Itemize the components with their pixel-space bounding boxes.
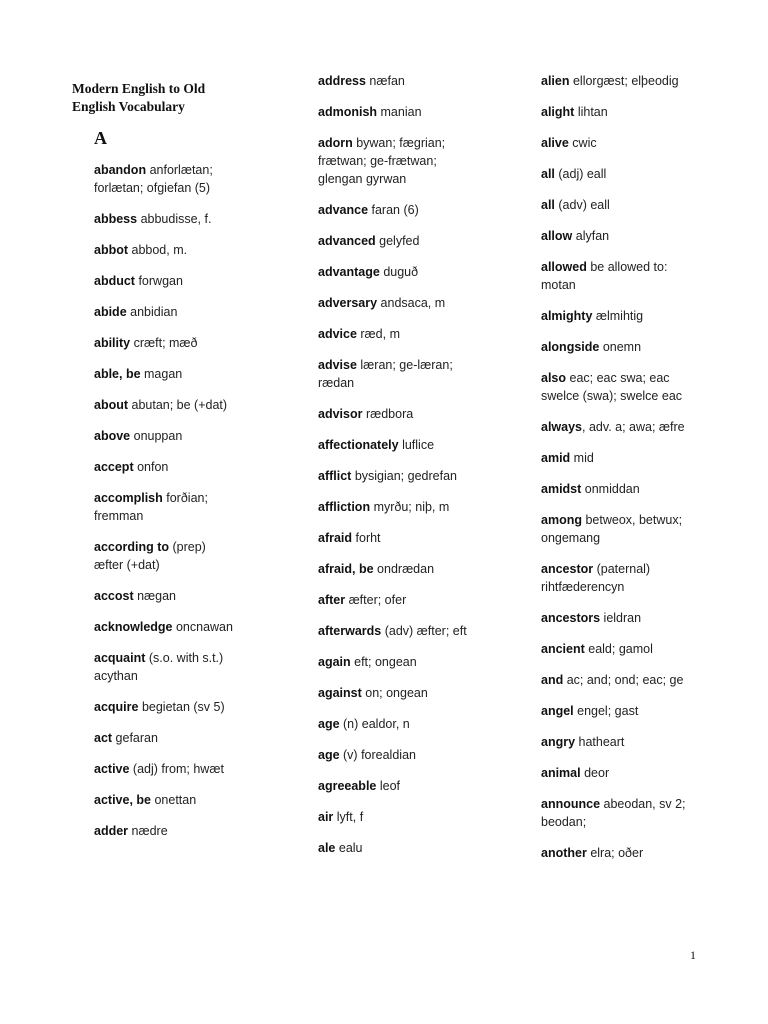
definition: (v) forealdian bbox=[339, 748, 416, 762]
headword: air bbox=[318, 810, 334, 824]
vocab-entry bbox=[318, 622, 468, 640]
vocab-entry bbox=[94, 489, 234, 525]
vocab-entry bbox=[318, 263, 468, 281]
vocab-entry bbox=[541, 560, 691, 596]
headword: advantage bbox=[318, 265, 380, 279]
vocab-entry bbox=[94, 587, 234, 605]
definition: onettan bbox=[150, 793, 197, 807]
definition: (s.o. with s.t.) acythan bbox=[94, 651, 224, 683]
definition: (n) ealdor, n bbox=[339, 717, 410, 731]
definition: anforlætan; forlætan; ofgiefan (5) bbox=[94, 163, 213, 195]
vocab-entry bbox=[318, 715, 468, 733]
headword: ancient bbox=[541, 642, 585, 656]
headword: amidst bbox=[541, 482, 582, 496]
headword: after bbox=[318, 593, 346, 607]
vocab-entry bbox=[94, 303, 234, 321]
vocab-entry bbox=[94, 538, 234, 574]
vocab-entry bbox=[94, 427, 234, 445]
headword: allowed bbox=[541, 260, 587, 274]
definition: elra; oðer bbox=[586, 846, 644, 860]
headword: and bbox=[541, 673, 564, 687]
definition: begietan (sv 5) bbox=[138, 700, 225, 714]
headword: advanced bbox=[318, 234, 376, 248]
headword: according to bbox=[94, 540, 170, 554]
definition: bywan; fægrian; frætwan; ge-frætwan; glengan gyrwan bbox=[318, 136, 446, 186]
headword: address bbox=[318, 74, 366, 88]
headword: agreeable bbox=[318, 779, 377, 793]
definition: ondrædan bbox=[373, 562, 435, 576]
headword: adversary bbox=[318, 296, 378, 310]
section-letter: A bbox=[94, 128, 107, 148]
definition: andsaca, m bbox=[377, 296, 446, 310]
definition: abbod, m. bbox=[128, 243, 188, 257]
definition: cwic bbox=[568, 136, 597, 150]
vocab-entry bbox=[541, 795, 691, 831]
headword: afflict bbox=[318, 469, 352, 483]
definition: hatheart bbox=[575, 735, 625, 749]
definition: leof bbox=[376, 779, 401, 793]
definition: eac; eac swa; eac swelce (swa); swelce eac bbox=[541, 371, 683, 403]
headword: abbess bbox=[94, 212, 138, 226]
definition: engel; gast bbox=[573, 704, 639, 718]
headword: abbot bbox=[94, 243, 129, 257]
vocab-entry bbox=[541, 449, 691, 467]
vocab-entry bbox=[94, 822, 234, 840]
vocab-entry bbox=[318, 560, 468, 578]
vocab-entry bbox=[541, 671, 691, 689]
headword: accost bbox=[94, 589, 134, 603]
definition: læran; ge-læran; rædan bbox=[318, 358, 453, 390]
vocab-entry bbox=[541, 511, 691, 547]
definition: manian bbox=[377, 105, 422, 119]
vocab-entry bbox=[94, 396, 234, 414]
vocab-entry bbox=[541, 640, 691, 658]
vocab-entry bbox=[541, 480, 691, 498]
headword: affliction bbox=[318, 500, 371, 514]
definition: ælmihtig bbox=[592, 309, 644, 323]
headword: always bbox=[541, 420, 583, 434]
vocab-entry bbox=[318, 72, 468, 90]
definition: be allowed to: motan bbox=[541, 260, 668, 292]
vocab-entry bbox=[318, 232, 468, 250]
headword: all bbox=[541, 198, 555, 212]
entry-list bbox=[318, 72, 468, 857]
vocab-entry bbox=[94, 618, 234, 636]
headword: advice bbox=[318, 327, 357, 341]
headword: acquire bbox=[94, 700, 139, 714]
definition: lyft, f bbox=[333, 810, 364, 824]
vocab-entry bbox=[541, 134, 691, 152]
headword: advisor bbox=[318, 407, 363, 421]
definition: anbidian bbox=[126, 305, 178, 319]
vocab-entry bbox=[541, 764, 691, 782]
definition: magan bbox=[140, 367, 183, 381]
headword: almighty bbox=[541, 309, 593, 323]
headword: age bbox=[318, 717, 340, 731]
vocab-entry bbox=[318, 436, 468, 454]
headword: angel bbox=[541, 704, 574, 718]
definition: nægan bbox=[133, 589, 177, 603]
vocab-entry bbox=[541, 338, 691, 356]
headword: among bbox=[541, 513, 582, 527]
headword: again bbox=[318, 655, 351, 669]
vocab-entry bbox=[318, 653, 468, 671]
headword: accept bbox=[94, 460, 134, 474]
definition: ræd, m bbox=[356, 327, 400, 341]
headword: announce bbox=[541, 797, 601, 811]
definition: gelyfed bbox=[375, 234, 420, 248]
column-1 bbox=[72, 72, 262, 853]
vocab-entry bbox=[94, 241, 234, 259]
definition: onmiddan bbox=[581, 482, 640, 496]
vocab-entry bbox=[541, 307, 691, 325]
definition: mid bbox=[570, 451, 594, 465]
definition: eald; gamol bbox=[584, 642, 653, 656]
vocab-entry bbox=[318, 356, 468, 392]
headword: about bbox=[94, 398, 129, 412]
definition: on; ongean bbox=[361, 686, 428, 700]
headword: abandon bbox=[94, 163, 147, 177]
vocab-entry bbox=[318, 103, 468, 121]
vocab-entry bbox=[318, 498, 468, 516]
headword: age bbox=[318, 748, 340, 762]
definition: (adv) æfter; eft bbox=[381, 624, 467, 638]
headword: ability bbox=[94, 336, 131, 350]
headword: amid bbox=[541, 451, 571, 465]
definition: , adv. a; awa; æfre bbox=[582, 420, 685, 434]
vocab-entry bbox=[94, 272, 234, 290]
vocab-entry bbox=[94, 791, 234, 809]
definition: ac; and; ond; eac; ge bbox=[563, 673, 684, 687]
headword: another bbox=[541, 846, 587, 860]
headword: against bbox=[318, 686, 362, 700]
definition: oncnawan bbox=[172, 620, 233, 634]
headword: afraid bbox=[318, 531, 353, 545]
definition: rædbora bbox=[362, 407, 414, 421]
column-2 bbox=[318, 72, 468, 870]
vocab-entry bbox=[318, 808, 468, 826]
vocab-entry bbox=[541, 227, 691, 245]
definition: lihtan bbox=[574, 105, 608, 119]
definition: nædre bbox=[128, 824, 168, 838]
definition: onfon bbox=[133, 460, 169, 474]
vocab-entry bbox=[541, 369, 691, 405]
vocab-entry bbox=[318, 591, 468, 609]
headword: above bbox=[94, 429, 131, 443]
vocab-entry bbox=[541, 165, 691, 183]
vocab-entry bbox=[541, 418, 691, 436]
definition: cræft; mæð bbox=[130, 336, 198, 350]
document-title: Modern English to Old English Vocabulary bbox=[72, 81, 206, 114]
vocab-entry bbox=[94, 729, 234, 747]
definition: betweox, betwux; ongemang bbox=[541, 513, 683, 545]
vocab-entry bbox=[94, 334, 234, 352]
headword: able, be bbox=[94, 367, 141, 381]
definition: ieldran bbox=[600, 611, 642, 625]
headword: acknowledge bbox=[94, 620, 173, 634]
headword: advise bbox=[318, 358, 357, 372]
headword: alien bbox=[541, 74, 570, 88]
vocab-entry bbox=[94, 649, 234, 685]
definition: (paternal) rihtfæderencyn bbox=[541, 562, 651, 594]
definition: deor bbox=[580, 766, 610, 780]
headword: animal bbox=[541, 766, 581, 780]
page-number: 1 bbox=[690, 948, 696, 962]
vocab-entry bbox=[541, 258, 691, 294]
definition: ealu bbox=[335, 841, 363, 855]
headword: ancestor bbox=[541, 562, 594, 576]
definition: forðian; fremman bbox=[94, 491, 208, 523]
vocab-entry bbox=[541, 844, 691, 862]
headword: advance bbox=[318, 203, 369, 217]
headword: ale bbox=[318, 841, 336, 855]
headword: angry bbox=[541, 735, 576, 749]
definition: onemn bbox=[599, 340, 642, 354]
definition: abbudisse, f. bbox=[137, 212, 212, 226]
column-3 bbox=[541, 72, 691, 875]
vocab-entry bbox=[318, 405, 468, 423]
definition: eft; ongean bbox=[350, 655, 417, 669]
vocab-entry bbox=[318, 746, 468, 764]
definition: gefaran bbox=[112, 731, 158, 745]
vocab-entry bbox=[94, 210, 234, 228]
headword: acquaint bbox=[94, 651, 146, 665]
definition: (adj) from; hwæt bbox=[129, 762, 224, 776]
vocab-entry bbox=[541, 196, 691, 214]
vocab-entry bbox=[318, 777, 468, 795]
headword: affectionately bbox=[318, 438, 399, 452]
vocab-entry bbox=[94, 365, 234, 383]
vocab-entry bbox=[94, 161, 234, 197]
vocab-entry bbox=[94, 760, 234, 778]
headword: afraid, be bbox=[318, 562, 374, 576]
headword: adder bbox=[94, 824, 129, 838]
definition: (prep) æfter (+dat) bbox=[94, 540, 206, 572]
headword: allow bbox=[541, 229, 573, 243]
headword: abduct bbox=[94, 274, 135, 288]
headword: accomplish bbox=[94, 491, 163, 505]
definition: duguð bbox=[379, 265, 419, 279]
definition: ellorgæst; elþeodig bbox=[569, 74, 679, 88]
entry-list bbox=[94, 161, 234, 840]
vocab-entry bbox=[541, 733, 691, 751]
headword: alongside bbox=[541, 340, 600, 354]
headword: admonish bbox=[318, 105, 378, 119]
headword: alive bbox=[541, 136, 569, 150]
definition: forht bbox=[352, 531, 381, 545]
definition: alyfan bbox=[572, 229, 610, 243]
definition: onuppan bbox=[130, 429, 183, 443]
vocab-entry bbox=[318, 294, 468, 312]
headword: also bbox=[541, 371, 567, 385]
vocab-entry bbox=[541, 609, 691, 627]
vocab-entry bbox=[318, 325, 468, 343]
headword: act bbox=[94, 731, 113, 745]
definition: luflice bbox=[398, 438, 435, 452]
headword: active bbox=[94, 762, 130, 776]
definition: (adv) eall bbox=[554, 198, 610, 212]
vocab-entry bbox=[318, 529, 468, 547]
vocab-entry bbox=[318, 684, 468, 702]
vocab-entry bbox=[94, 458, 234, 476]
vocab-entry bbox=[541, 702, 691, 720]
vocab-entry bbox=[541, 103, 691, 121]
headword: ancestors bbox=[541, 611, 601, 625]
headword: active, be bbox=[94, 793, 151, 807]
vocab-entry bbox=[318, 839, 468, 857]
vocab-entry bbox=[318, 201, 468, 219]
vocab-entry bbox=[318, 134, 468, 188]
definition: næfan bbox=[365, 74, 405, 88]
entry-list bbox=[541, 72, 691, 862]
vocab-entry bbox=[94, 698, 234, 716]
vocab-entry bbox=[541, 72, 691, 90]
definition: faran (6) bbox=[368, 203, 419, 217]
definition: (adj) eall bbox=[554, 167, 607, 181]
definition: abeodan, sv 2; beodan; bbox=[541, 797, 686, 829]
headword: adorn bbox=[318, 136, 353, 150]
headword: afterwards bbox=[318, 624, 382, 638]
definition: forwgan bbox=[134, 274, 183, 288]
vocab-entry bbox=[318, 467, 468, 485]
definition: myrðu; niþ, m bbox=[370, 500, 450, 514]
definition: æfter; ofer bbox=[345, 593, 407, 607]
headword: abide bbox=[94, 305, 127, 319]
headword: alight bbox=[541, 105, 575, 119]
headword: all bbox=[541, 167, 555, 181]
definition: bysigian; gedrefan bbox=[351, 469, 457, 483]
definition: abutan; be (+dat) bbox=[128, 398, 228, 412]
